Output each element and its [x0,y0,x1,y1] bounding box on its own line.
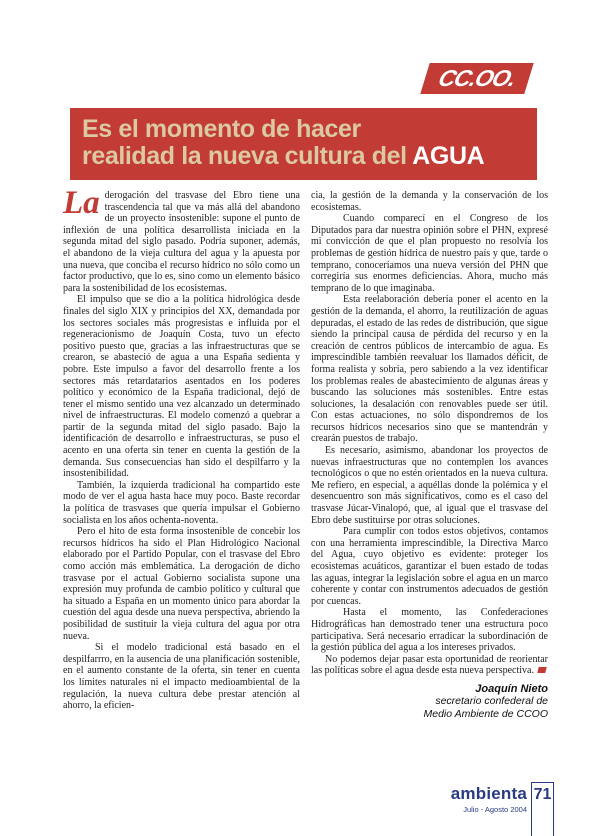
title-highlight-agua: AGUA [412,142,485,170]
paragraph: La derogación del trasvase del Ebro tiene una trascendencia tal que va más allá del abandono de un proyecto insostenible: supone el punto de inflexión de una política desarrollista iniciada en la segunda mitad del siglo pasado. Podría suponer, además, el abandono de la vieja cultura del agua y la apuesta por una nueva, que conciba el recurso hídrico no sólo como un factor productivo, que lo es, sino como un elemento básico para la sostenibilidad de los ecosistemas. [63,185,300,294]
ccoo-logo [420,63,533,94]
article-body [63,185,549,720]
author-role-line-1: secretario confederal de [435,695,548,708]
author-signature [311,683,548,721]
issue-date: Julio - Agosto 2004 [463,805,527,814]
paragraph: También, la izquierda tradicional ha compartido este modo de ver el agua hasta hace muy poco. Baste recordar la política de trasvases que quería impulsar el Gobierno socialista en los años ochenta-noventa. [63,479,300,526]
paragraph: Es necesario, asimismo, abandonar los proyectos de nuevas infraestructuras que no contemplen los avances tecnológicos o que no estén orientados en la nueva cultura. Me refiero, en especial, a aquéllas donde la polémica y el desencuentro son más significativos, como es el caso del trasvase Júcar-Vinalopó, que, al igual que el trasvase del Ebro debe sustituirse por otras soluciones. [311,445,548,526]
article-column-2 [311,190,548,720]
paragraph: Si el modelo tradicional está basado en el despilfarrro, en la ausencia de una planificación sostenible, en el aumento constante de la oferta, sin tener en cuenta los límites naturales ni el impacto medioambiental de la regulación, la nueva cultura debe prestar atención al ahorro, la eficien- [63,642,300,712]
ccoo-logo-text: CC.OO. [435,65,520,91]
paragraph: No podemos dejar pasar esta oportunidad de reorientar las políticas sobre el agua desde esta nueva perspectiva. [311,653,548,677]
paragraph: Hasta el momento, las Confederaciones Hidrográficas han demostrado tener una estructura poco participativa. Será necesario erradicar la subordinación de la gestión pública del agua a los intereses privados. [311,607,548,654]
drop-cap: La [63,185,100,221]
paragraph: Para cumplir con todos estos objetivos, contamos con una herramienta imprescindible, la Directiva Marco del Agua, cuyo objetivo es evidente: proteger los ecosistemas acuáticos, garantizar el buen estado de todas las aguas, integrar la legislación sobre el agua en un marco coherente y contar con instrumentos adecuados de gestión por cuencas. [311,526,548,607]
page-number: 71 [533,786,552,803]
article-column-1 [63,185,300,720]
title-line-1: Es el momento de hacer [82,115,361,143]
paragraph: Cuando comparecí en el Congreso de los Diputados para dar nuestra opinión sobre el PHN, expresé mi convicción de que el plan propuesto no resolvía los problemas de gestión hídrica de nuestro país y que, tarde o temprano, conoceríamos una nueva versión del PHN que corregiría sus enormes deficiencias. Ahora, mucho más temprano de lo que imaginaba. [311,213,548,294]
paragraph: Esta reelaboración debería poner el acento en la gestión de la demanda, el ahorro, la reutilización de aguas depuradas, el estado de las redes de distribución, que sigue siendo la principal causa de pérdida del recurso y en la creación de centros públicos de intercambio de agua. Es imprescindible también reevaluar los llamados déficit, de forma realista y sobria, pero sabiendo a la vez identificar los problemas reales de abastecimiento de algunas áreas y buscando las soluciones más sostenibles. Entre estas soluciones, la desalación con renovables puede ser útil. Con estas actuaciones, no sólo dispondremos de los recursos hídricos necesarios sino que se mantendrán y crearán puestos de trabajo. [311,294,548,445]
paragraph: cia, la gestión de la demanda y la conservación de los ecosistemas. [311,190,548,213]
ccoo-end-mark-icon [537,667,547,673]
paragraph: El impulso que se dio a la política hidrológica desde finales del siglo XIX y principios del XX, demandada por los sectores sociales más progresistas e influida por el regeneracionismo de Joaquín Costa, tuvo un efecto positivo puesto que, gracias a las infraestructuras que se crearon, se abasteció de agua a una España sedienta y pobre. Este impulso a favor del desarrollo frente a los sectores más retardatarios asentados en los poderes político y económico de la España tradicional, dejó de tener el mismo sentido una vez alcanzado un determinado nivel de infraestructuras. El modelo comenzó a quebrar a partir de la segunda mitad del siglo pasado. Bajo la identificación de desarrollo e infraestructuras, se puso el acento en una oferta sin tener en cuenta la gestión de la demanda. Sus consecuencias han sido el despilfarro y la insostenibilidad. [63,294,300,480]
page-number-box [531,782,554,836]
footer-magazine-block [451,785,527,814]
title-line-2: realidad la nueva cultura del AGUA [82,142,485,170]
author-role-line-2: Medio Ambiente de CCOO [423,707,548,720]
paragraph: Pero el hito de esta forma insostenible de concebir los recursos hídricos ha sido el Plan Hidrológico Nacional elaborado por el Partido Popular, con el trasvase del Ebro como acción más emblemática. La derogación de dicho trasvase por el actual Gobierno socialista supone una expresión muy profunda de cambio político y cultural que ha situado a España en un momento único para abordar la cuestión del agua desde una nueva perspectiva, abriendo la posibilidad de sustituir la vieja cultura del agua por otra nueva. [63,526,300,642]
magazine-name: ambienta [450,784,527,803]
author-name: Joaquín Nieto [475,682,548,695]
article-title-banner [70,108,537,180]
